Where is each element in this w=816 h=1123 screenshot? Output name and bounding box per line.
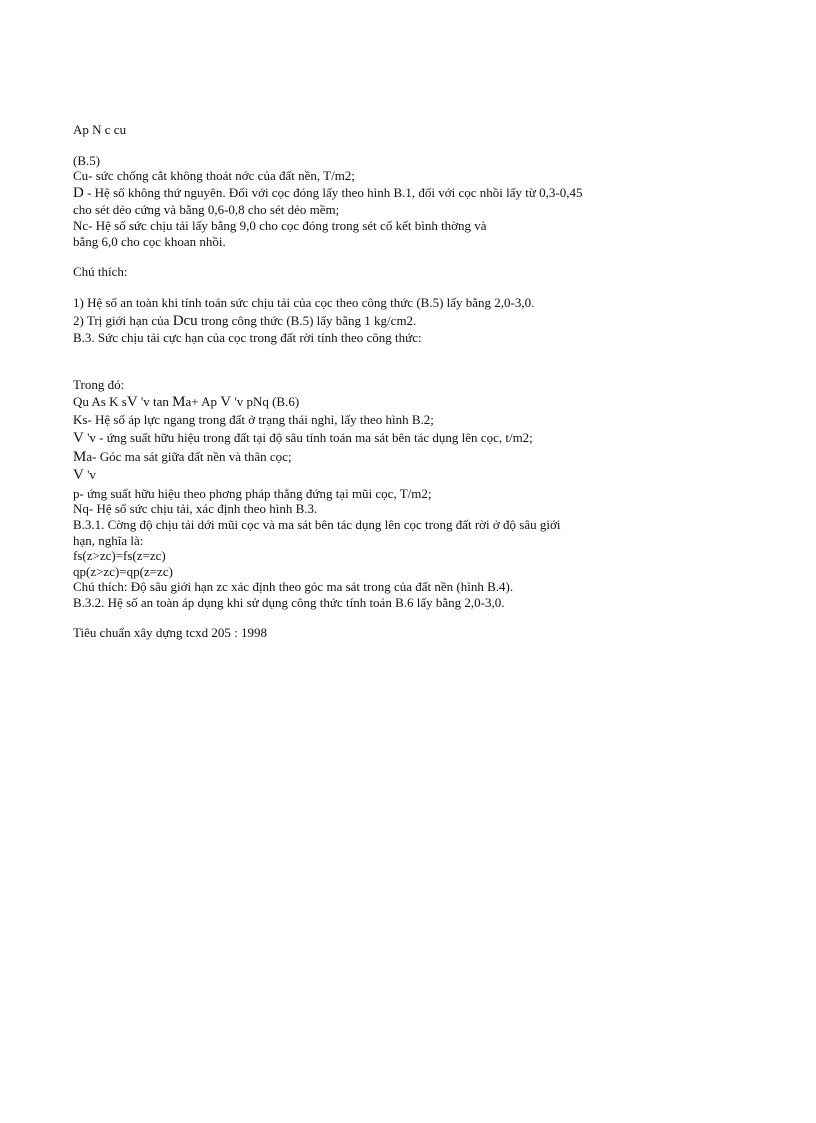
sigma-v-definition: V 'v - ứng suất hữu hiệu trong đất tại độ sâu tính toán ma sát bên tác dụng lên cọc, t/m2; — [73, 430, 533, 446]
section-b32: B.3.2. Hệ số an toàn áp dụng khi sử dụng công thức tính toán B.6 lấy bằng 2,0-3,0. — [73, 595, 505, 610]
nc-definition-2: bằng 6,0 cho cọc khoan nhồi. — [73, 234, 226, 249]
p-definition: p- ứng suất hữu hiệu theo phơng pháp thẳng đứng tại mũi cọc, T/m2; — [73, 486, 432, 501]
section-b3-heading: B.3. Sức chịu tải cực hạn của cọc trong đất rời tính theo công thức: — [73, 330, 422, 345]
note-title: Chú thích: — [73, 264, 128, 279]
formula-b6: Qu As K sV 'v tan Ma+ Ap V 'v pNq (B.6) — [73, 394, 300, 410]
ks-definition: Ks- Hệ số áp lực ngang trong đất ở trạng thái nghỉ, lấy theo hình B.2; — [73, 412, 434, 427]
nc-definition: Nc- Hệ số sức chịu tải lấy bằng 9,0 cho cọc đóng trong sét cố kết bình thờng và — [73, 218, 487, 233]
sigma-vp-symbol: V 'v — [73, 467, 96, 483]
equation-qp: qp(z>zc)=qp(z=zc) — [73, 564, 173, 579]
note-2: 2) Trị giới hạn của Dcu trong công thức (B.5) lấy bằng 1 kg/cm2. — [73, 313, 417, 329]
b5-label: (B.5) — [73, 153, 101, 168]
where-label: Trong đó: — [73, 377, 125, 392]
equation-fs: fs(z>zc)=fs(z=zc) — [73, 548, 166, 563]
dcu-symbol: Dcu — [172, 313, 198, 329]
d-symbol: D — [73, 185, 84, 201]
nq-definition: Nq- Hệ số sức chịu tải, xác định theo hình B.3. — [73, 501, 318, 516]
d-definition-line: D - Hệ số không thứ nguyên. Đối với cọc đóng lấy theo hình B.1, đối với cọc nhồi lấy từ 0,3-0,45 — [73, 185, 583, 201]
note-1: 1) Hệ số an toàn khi tính toán sức chịu tải của cọc theo công thức (B.5) lấy bằng 2,0-3,0. — [73, 295, 535, 310]
section-b31-2: hạn, nghĩa là: — [73, 533, 144, 548]
ma-definition: Ma- Góc ma sát giữa đất nền và thân cọc; — [73, 449, 292, 465]
formula-b5: Ap N c cu — [73, 122, 127, 137]
section-b31: B.3.1. Cờng độ chịu tải dới mũi cọc và ma sát bên tác dụng lên cọc trong đất rời ở độ sâu giới — [73, 517, 561, 532]
cu-definition: Cu- sức chống cắt không thoát nớc của đất nền, T/m2; — [73, 168, 355, 183]
footer-standard: Tiêu chuẩn xây dựng tcxd 205 : 1998 — [73, 625, 267, 640]
note-zc: Chú thích: Độ sâu giới hạn zc xác định theo góc ma sát trong của đất nền (hình B.4). — [73, 579, 514, 594]
d-definition-line-2: cho sét dẻo cứng và bằng 0,6-0,8 cho sét dẻo mềm; — [73, 202, 340, 217]
